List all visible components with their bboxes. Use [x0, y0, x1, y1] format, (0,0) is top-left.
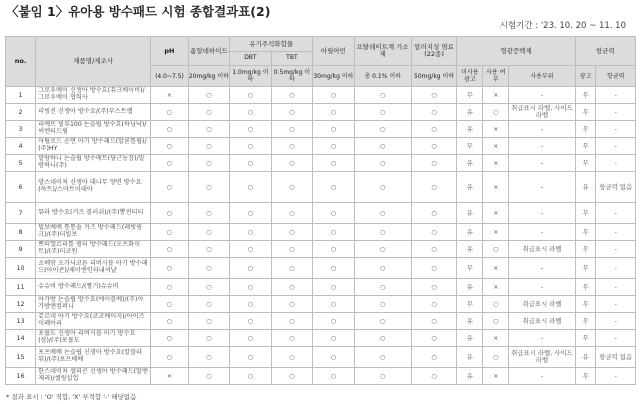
row-no: 14 — [6, 330, 36, 347]
fl-part: - — [509, 258, 575, 279]
fl-claim: 유 — [457, 104, 483, 121]
formaldehyde-result: ○ — [188, 296, 230, 313]
header-tbt-limit: 0.5mg/kg 이하 — [271, 66, 313, 87]
product-name: 포뮬도 신생아 리버시블 아기 방수요(샴)/(주)포뮬도 — [36, 330, 151, 347]
ab-claim: 무 — [575, 313, 596, 330]
formaldehyde-result: ○ — [188, 347, 230, 368]
fl-part: - — [509, 279, 575, 296]
fl-used: × — [483, 203, 509, 224]
header-fl-used: 사용 여부 — [483, 66, 509, 87]
fl-part: - — [509, 121, 575, 138]
arylamine-result: ○ — [313, 258, 355, 279]
ab-claim: 무 — [575, 368, 596, 385]
ph-result: ○ — [151, 313, 188, 330]
phthalate-result: ○ — [354, 87, 411, 104]
tbt-result: ○ — [271, 279, 313, 296]
header-fl-claim: 미사용 광고 — [457, 66, 483, 87]
phthalate-result: ○ — [354, 279, 411, 296]
formaldehyde-result: ○ — [188, 224, 230, 241]
fl-used: × — [483, 155, 509, 172]
table-row — [6, 104, 636, 121]
table-row — [6, 368, 636, 385]
fl-claim: 유 — [457, 330, 483, 347]
results-table — [5, 36, 636, 385]
product-name: 아가방 논슬립 방수요(에이블베)/(주)아가방앤컴퍼니 — [36, 296, 151, 313]
azo-dye-result: ○ — [411, 279, 457, 296]
table-row — [6, 258, 636, 279]
ab-claim: 유 — [575, 347, 596, 368]
dbt-result: ○ — [230, 241, 272, 258]
tbt-result: ○ — [271, 347, 313, 368]
results-table-wrapper — [5, 36, 636, 385]
ab-result: 항균력 없음 — [596, 172, 636, 203]
phthalate-result: ○ — [354, 368, 411, 385]
table-row — [6, 330, 636, 347]
ph-result: ○ — [151, 330, 188, 347]
arylamine-result: ○ — [313, 87, 355, 104]
table-row — [6, 279, 636, 296]
table-row — [6, 203, 636, 224]
table-row — [6, 241, 636, 258]
ab-claim: 무 — [575, 296, 596, 313]
ph-result: ○ — [151, 104, 188, 121]
fl-claim: 무 — [457, 258, 483, 279]
ab-claim: 무 — [575, 155, 596, 172]
azo-dye-result: ○ — [411, 104, 457, 121]
row-no: 7 — [6, 203, 36, 224]
product-name: 쁘띠엘르리틀 퀼티 방수패드(오프화이트)/(주)더코원 — [36, 241, 151, 258]
fl-used: × — [483, 368, 509, 385]
azo-dye-result: ○ — [411, 241, 457, 258]
footnote: * 결과 표시 : 'O' 적합, 'X' 부적합 '-' 해당없음 — [6, 393, 137, 401]
fl-part: 취급표시 라벨, 사이드 라벨 — [509, 104, 575, 121]
product-name: 한스네이처 셀리곤 신생아 방수패드(알엔제리)/셀링실업 — [36, 368, 151, 385]
phthalate-result: ○ — [354, 203, 411, 224]
product-name: 소베맘 오가닉코튼 리버시블 아기 방수패드(아이콘)/제이엔인터내셔날 — [36, 258, 151, 279]
header-formaldehyde-limit: 20mg/kg 이하 — [188, 66, 230, 87]
dbt-result: ○ — [230, 138, 272, 155]
row-no: 1 — [6, 87, 36, 104]
fl-claim: 유 — [457, 279, 483, 296]
fl-used: ○ — [483, 241, 509, 258]
fl-part: - — [509, 368, 575, 385]
tbt-result: ○ — [271, 368, 313, 385]
ph-result: ○ — [151, 241, 188, 258]
ph-result: × — [151, 368, 188, 385]
table-row — [6, 296, 636, 313]
header-azo-dye-limit: 50mg/kg 이하 — [411, 66, 457, 87]
product-name: 빌보베베 통통솔 거즈 방수패드(레빗핑크)/(주)더빌보 — [36, 224, 151, 241]
fl-used: × — [483, 172, 509, 203]
fl-used: × — [483, 121, 509, 138]
phthalate-result: ○ — [354, 296, 411, 313]
fl-claim: 유 — [457, 347, 483, 368]
table-row — [6, 155, 636, 172]
fl-used: × — [483, 138, 509, 155]
ph-result: ○ — [151, 155, 188, 172]
arylamine-result: ○ — [313, 330, 355, 347]
tbt-result: ○ — [271, 296, 313, 313]
dbt-result: ○ — [230, 330, 272, 347]
fl-claim: 유 — [457, 224, 483, 241]
tbt-result: ○ — [271, 241, 313, 258]
row-no: 12 — [6, 296, 36, 313]
ph-result: ○ — [151, 121, 188, 138]
header-dbt: DBT — [230, 52, 272, 66]
ab-result: - — [596, 313, 636, 330]
fl-claim: 무 — [457, 138, 483, 155]
ab-result: - — [596, 203, 636, 224]
header-arylamine-limit: 30mg/kg 이하 — [313, 66, 355, 87]
header-antibac: 항균력 — [575, 37, 635, 66]
tbt-result: ○ — [271, 155, 313, 172]
dbt-result: ○ — [230, 279, 272, 296]
ab-result: - — [596, 368, 636, 385]
ab-claim: 무 — [575, 224, 596, 241]
header-ab-result: 항균력 — [596, 66, 636, 87]
phthalate-result: ○ — [354, 330, 411, 347]
formaldehyde-result: ○ — [188, 368, 230, 385]
formaldehyde-result: ○ — [188, 155, 230, 172]
phthalate-result: ○ — [354, 121, 411, 138]
product-name: 뮤라 방수요(거즈 블러쉬)/(주)뽕전티티 — [36, 203, 151, 224]
row-no: 13 — [6, 313, 36, 330]
header-ph-range: (4.0~7.5) — [151, 66, 188, 87]
azo-dye-result: ○ — [411, 87, 457, 104]
ab-claim: 무 — [575, 330, 596, 347]
table-row — [6, 313, 636, 330]
dbt-result: ○ — [230, 258, 272, 279]
ab-claim: 무 — [575, 121, 596, 138]
azo-dye-result: ○ — [411, 155, 457, 172]
row-no: 15 — [6, 347, 36, 368]
azo-dye-result: ○ — [411, 258, 457, 279]
row-no: 11 — [6, 279, 36, 296]
ab-result: - — [596, 241, 636, 258]
phthalate-result: ○ — [354, 172, 411, 203]
fl-claim: 유 — [457, 172, 483, 203]
fl-part: - — [509, 172, 575, 203]
azo-dye-result: ○ — [411, 138, 457, 155]
table-row — [6, 138, 636, 155]
tbt-result: ○ — [271, 258, 313, 279]
ab-result: - — [596, 155, 636, 172]
fl-part: - — [509, 330, 575, 347]
arylamine-result: ○ — [313, 104, 355, 121]
product-name: 그로우메이 신생아 방수요(퓨크베이비)/그로우메이 협력사 — [36, 87, 151, 104]
tbt-result: ○ — [271, 121, 313, 138]
formaldehyde-result: ○ — [188, 241, 230, 258]
ab-result: - — [596, 258, 636, 279]
arylamine-result: ○ — [313, 279, 355, 296]
header-dbt-limit: 1.0mg/kg 이하 — [230, 66, 272, 87]
formaldehyde-result: ○ — [188, 258, 230, 279]
tbt-result: ○ — [271, 138, 313, 155]
header-organotin: 유기주석화합물 — [230, 37, 313, 52]
azo-dye-result: ○ — [411, 172, 457, 203]
fl-used: × — [483, 87, 509, 104]
formaldehyde-result: ○ — [188, 121, 230, 138]
table-row — [6, 172, 636, 203]
table-row — [6, 121, 636, 138]
header-fl-part: 사용부위 — [509, 66, 575, 87]
ph-result: ○ — [151, 224, 188, 241]
phthalate-result: ○ — [354, 104, 411, 121]
ph-result: ○ — [151, 138, 188, 155]
arylamine-result: ○ — [313, 296, 355, 313]
arylamine-result: ○ — [313, 203, 355, 224]
fl-claim: 유 — [457, 155, 483, 172]
fl-part: 취급표시 라벨 — [509, 296, 575, 313]
row-no: 3 — [6, 121, 36, 138]
azo-dye-result: ○ — [411, 313, 457, 330]
formaldehyde-result: ○ — [188, 87, 230, 104]
fl-used: × — [483, 224, 509, 241]
fl-used: ○ — [483, 104, 509, 121]
ab-claim: 무 — [575, 241, 596, 258]
fl-part: 취급표시 라벨 — [509, 313, 575, 330]
formaldehyde-result: ○ — [188, 172, 230, 203]
row-no: 6 — [6, 172, 36, 203]
ab-result: - — [596, 121, 636, 138]
header-no: no. — [6, 37, 36, 87]
table-row — [6, 347, 636, 368]
row-no: 9 — [6, 241, 36, 258]
page-title: 〈붙임 1〉유아용 방수패드 시험 종합결과표(2) — [6, 4, 271, 19]
fl-part: - — [509, 203, 575, 224]
header-ab-claim: 광고 — [575, 66, 596, 87]
tbt-result: ○ — [271, 313, 313, 330]
fl-part: - — [509, 87, 575, 104]
dbt-result: ○ — [230, 104, 272, 121]
azo-dye-result: ○ — [411, 368, 457, 385]
table-row — [6, 224, 636, 241]
tbt-result: ○ — [271, 330, 313, 347]
header-tbt: TBT — [271, 52, 313, 66]
dbt-result: ○ — [230, 172, 272, 203]
row-no: 4 — [6, 138, 36, 155]
header-formaldehyde: 폼알데하이드 — [188, 37, 230, 66]
fl-used: × — [483, 258, 509, 279]
test-period: 시험기간 : '23. 10. 20 ~ 11. 10 — [499, 21, 626, 31]
tbt-result: ○ — [271, 224, 313, 241]
tbt-result: ○ — [271, 104, 313, 121]
fl-claim: 무 — [457, 87, 483, 104]
phthalate-result: ○ — [354, 155, 411, 172]
dbt-result: ○ — [230, 347, 272, 368]
fl-claim: 유 — [457, 241, 483, 258]
ab-claim: 유 — [575, 172, 596, 203]
ab-claim: 무 — [575, 104, 596, 121]
row-no: 16 — [6, 368, 36, 385]
product-name: 말랑하니 논슬립 방수매트(당근농장)/말랑하니(주) — [36, 155, 151, 172]
fl-used: ○ — [483, 347, 509, 368]
azo-dye-result: ○ — [411, 224, 457, 241]
formaldehyde-result: ○ — [188, 279, 230, 296]
ab-result: - — [596, 224, 636, 241]
phthalate-result: ○ — [354, 241, 411, 258]
arylamine-result: ○ — [313, 313, 355, 330]
phthalate-result: ○ — [354, 347, 411, 368]
ph-result: ○ — [151, 258, 188, 279]
header-fluorescent: 형광증백제 — [457, 37, 575, 66]
formaldehyde-result: ○ — [188, 203, 230, 224]
fl-claim: 유 — [457, 121, 483, 138]
product-name: 포프베베 논슬립 신생아 방수요(칼블라워)/(주)포프베베 — [36, 347, 151, 368]
product-name: 마틸로드 순면 아기 방수패드(알론틀립)/(주)HY — [36, 138, 151, 155]
ab-result: - — [596, 296, 636, 313]
ab-result: - — [596, 138, 636, 155]
tbt-result: ○ — [271, 87, 313, 104]
ab-claim: 무 — [575, 203, 596, 224]
fl-used: × — [483, 330, 509, 347]
header-phthalate: 프탈레이트계 가소제 — [354, 37, 411, 66]
arylamine-result: ○ — [313, 347, 355, 368]
ab-result: 항균력 없음 — [596, 347, 636, 368]
fl-used: ○ — [483, 313, 509, 330]
dbt-result: ○ — [230, 224, 272, 241]
header-phthalate-limit: 총 0.1% 이하 — [354, 66, 411, 87]
formaldehyde-result: ○ — [188, 138, 230, 155]
ab-claim: 무 — [575, 138, 596, 155]
header-ph: pH — [151, 37, 188, 66]
dbt-result: ○ — [230, 296, 272, 313]
phthalate-result: ○ — [354, 224, 411, 241]
ab-result: - — [596, 279, 636, 296]
tbt-result: ○ — [271, 203, 313, 224]
product-name: 슈슈비 방수패드/(짱기)슈슈비 — [36, 279, 151, 296]
tbt-result: ○ — [271, 172, 313, 203]
fl-used: ○ — [483, 296, 509, 313]
product-name: 맘스네이처 신생아 대나무 양면 방수요(하트)/스마트이데아 — [36, 172, 151, 203]
arylamine-result: ○ — [313, 368, 355, 385]
ph-result: ○ — [151, 203, 188, 224]
fl-part: - — [509, 224, 575, 241]
ab-claim: 무 — [575, 87, 596, 104]
fl-claim: 유 — [457, 203, 483, 224]
header-azo-dye: 알러지성 염료 (22종) — [411, 37, 457, 66]
formaldehyde-result: ○ — [188, 330, 230, 347]
ab-result: - — [596, 104, 636, 121]
ph-result: ○ — [151, 279, 188, 296]
row-no: 2 — [6, 104, 36, 121]
ph-result: ○ — [151, 172, 188, 203]
ph-result: ○ — [151, 347, 188, 368]
row-no: 10 — [6, 258, 36, 279]
product-name: 리빙진 신생아 방수요/(주)부스트랩 — [36, 104, 151, 121]
dbt-result: ○ — [230, 121, 272, 138]
row-no: 5 — [6, 155, 36, 172]
formaldehyde-result: ○ — [188, 104, 230, 121]
formaldehyde-result: ○ — [188, 313, 230, 330]
arylamine-result: ○ — [313, 138, 355, 155]
fl-part: - — [509, 138, 575, 155]
arylamine-result: ○ — [313, 172, 355, 203]
header-product: 제품명/제조사 — [36, 37, 151, 87]
ab-claim: 무 — [575, 258, 596, 279]
azo-dye-result: ○ — [411, 203, 457, 224]
table-row — [6, 87, 636, 104]
arylamine-result: ○ — [313, 241, 355, 258]
fl-part: - — [509, 155, 575, 172]
azo-dye-result: ○ — [411, 330, 457, 347]
dbt-result: ○ — [230, 155, 272, 172]
dbt-result: ○ — [230, 203, 272, 224]
product-name: 리예뜨 빌루100 논슬립 방수요(하닝낙)/씨엔티드림 — [36, 121, 151, 138]
ab-result: - — [596, 330, 636, 347]
dbt-result: ○ — [230, 313, 272, 330]
arylamine-result: ○ — [313, 224, 355, 241]
arylamine-result: ○ — [313, 155, 355, 172]
fl-claim: 유 — [457, 368, 483, 385]
azo-dye-result: ○ — [411, 296, 457, 313]
dbt-result: ○ — [230, 368, 272, 385]
azo-dye-result: ○ — [411, 347, 457, 368]
phthalate-result: ○ — [354, 258, 411, 279]
arylamine-result: ○ — [313, 121, 355, 138]
phthalate-result: ○ — [354, 138, 411, 155]
row-no: 8 — [6, 224, 36, 241]
fl-part: 취급표시 라벨, 사이드 라벨 — [509, 347, 575, 368]
fl-used: × — [483, 279, 509, 296]
azo-dye-result: ○ — [411, 121, 457, 138]
phthalate-result: ○ — [354, 313, 411, 330]
ph-result: × — [151, 87, 188, 104]
ph-result: ○ — [151, 296, 188, 313]
fl-part: 취급표시 라벨 — [509, 241, 575, 258]
header-arylamine: 아릴아민 — [313, 37, 355, 66]
fl-claim: 유 — [457, 313, 483, 330]
product-name: 쥬르네 아기 방수요(코코베이지)/아이즈이페어리 — [36, 313, 151, 330]
ab-result: - — [596, 87, 636, 104]
ab-claim: 무 — [575, 279, 596, 296]
fl-claim: 무 — [457, 296, 483, 313]
dbt-result: ○ — [230, 87, 272, 104]
